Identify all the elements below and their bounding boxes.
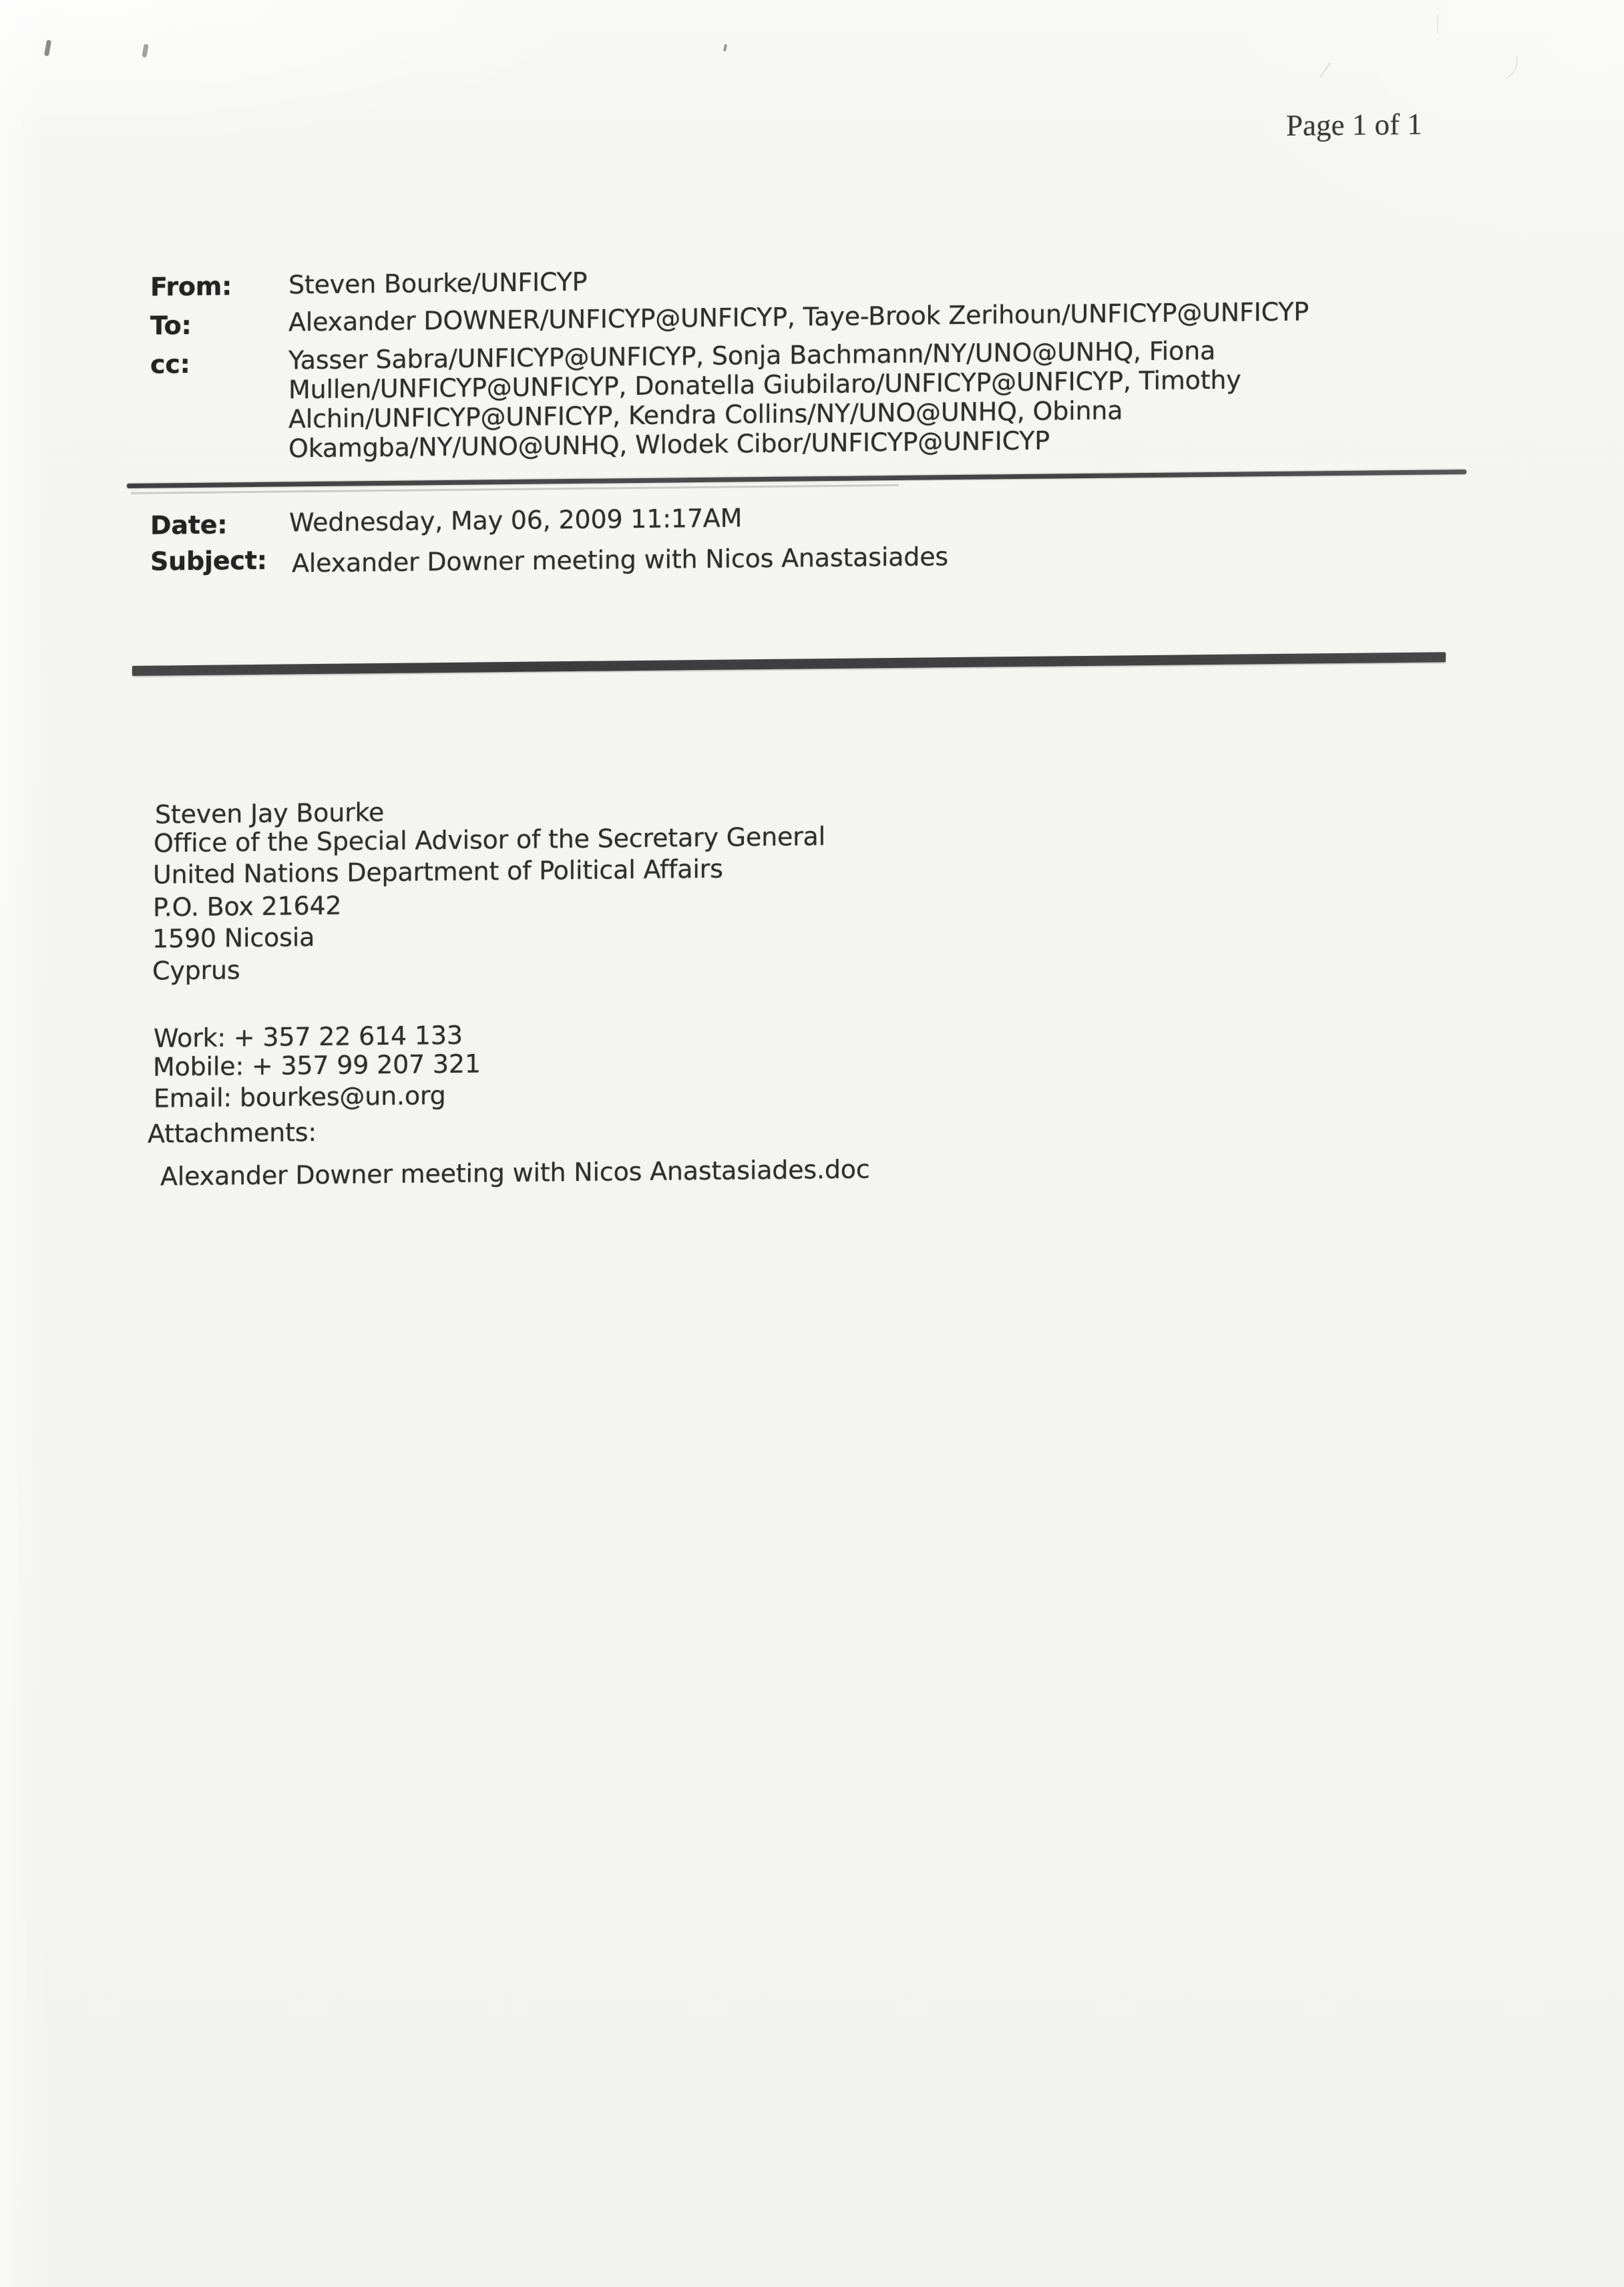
subject-value: Alexander Downer meeting with Nicos Anastasiades [292, 542, 948, 578]
from-value: Steven Bourke/UNFICYP [288, 267, 588, 300]
attachment-name: Alexander Downer meeting with Nicos Anastasiades.doc [160, 1154, 870, 1192]
cc-line: Okamgba/NY/UNO@UNHQ, Wlodek Cibor/UNFICYP@UNFICYP [288, 425, 1050, 464]
signature-line: 1590 Nicosia [152, 922, 315, 954]
page-indicator: Page 1 of 1 [1286, 107, 1422, 142]
signature-line: Steven Jay Bourke [155, 797, 385, 830]
attachments-label: Attachments: [148, 1117, 317, 1149]
signature-line: P.O. Box 21642 [153, 890, 342, 922]
body-divider [132, 652, 1446, 676]
subject-label: Subject: [150, 545, 267, 576]
cc-line: Alchin/UNFICYP@UNFICYP, Kendra Collins/NY/UNO@UNHQ, Obinna [288, 395, 1123, 434]
cc-line: Yasser Sabra/UNFICYP@UNFICYP, Sonja Bachmann/NY/UNO@UNHQ, Fiona [288, 335, 1216, 375]
signature-line: Office of the Special Advisor of the Secretary General [154, 822, 825, 858]
cc-line: Mullen/UNFICYP@UNFICYP, Donatella Giubilaro/UNFICYP@UNFICYP, Timothy [288, 365, 1241, 405]
contact-line-mobile: Mobile: + 357 99 207 321 [153, 1049, 481, 1082]
contact-line-work: Work: + 357 22 614 133 [154, 1020, 463, 1053]
to-label: To: [150, 310, 192, 341]
signature-line: Cyprus [152, 955, 240, 986]
contact-line-email: Email: bourkes@un.org [154, 1081, 446, 1113]
signature-line: United Nations Department of Political Affairs [153, 854, 723, 890]
to-value: Alexander DOWNER/UNFICYP@UNFICYP, Taye-Brook Zerihoun/UNFICYP@UNFICYP [288, 297, 1309, 337]
from-label: From: [150, 271, 232, 302]
date-label: Date: [150, 510, 228, 540]
cc-label: cc: [150, 349, 190, 379]
date-value: Wednesday, May 06, 2009 11:17AM [289, 503, 743, 538]
